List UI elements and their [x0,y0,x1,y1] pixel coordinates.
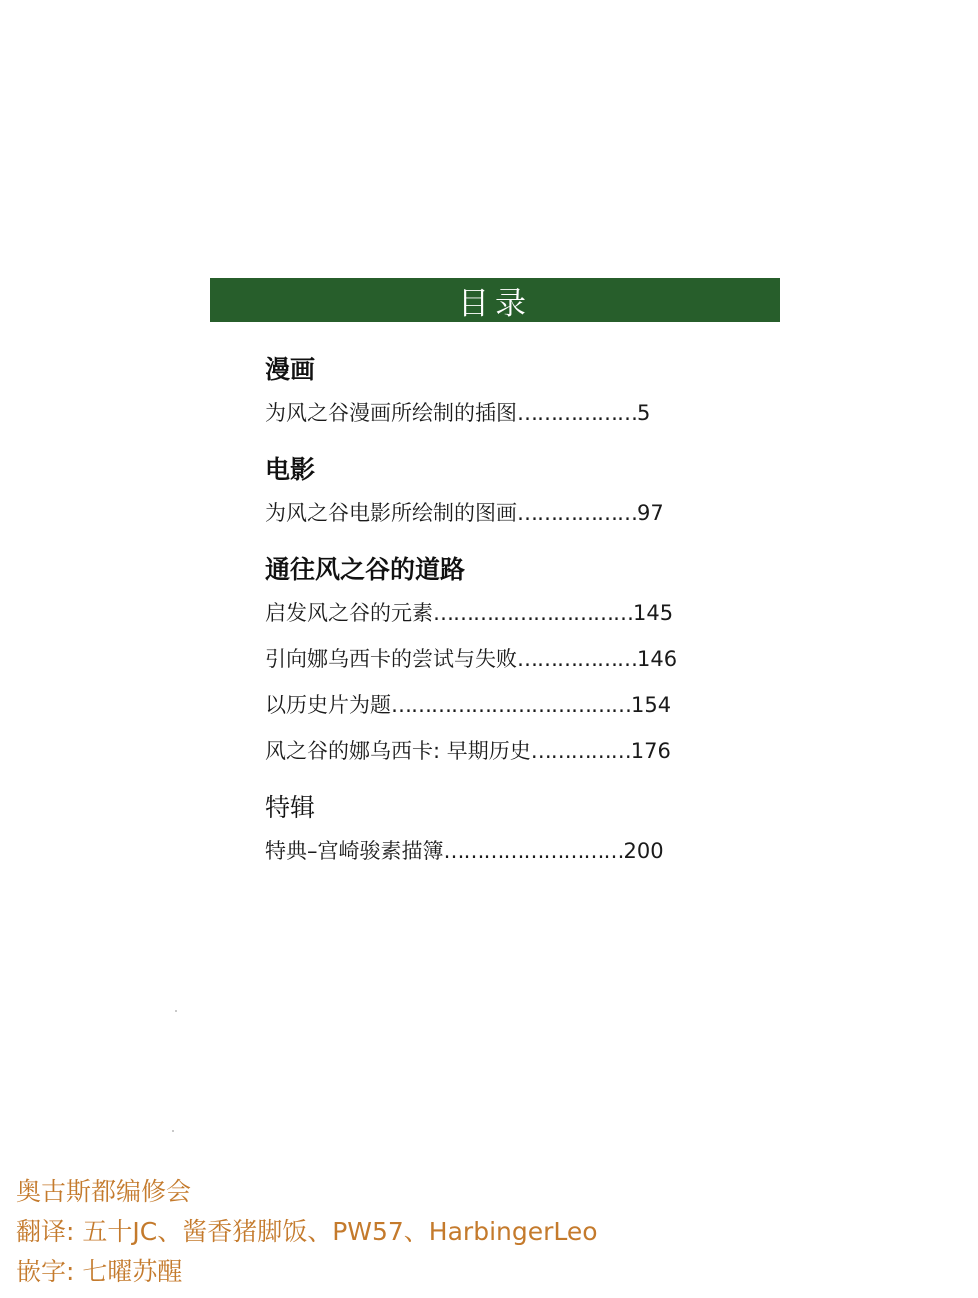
toc-entry[interactable] [265,590,765,636]
entry-page: 146 [637,647,678,671]
entry-page: 97 [637,501,664,525]
credits-typesetting: 嵌字: 七曜苏醒 [16,1257,183,1286]
toc-entry[interactable] [265,828,765,874]
section-title: 漫画 [265,355,316,384]
toc-entry[interactable] [265,490,765,536]
toc-title: 目录 [458,285,532,322]
section-road [265,550,765,774]
scanlation-credits [16,1172,598,1292]
dot-leader: ……………… [517,647,637,671]
scan-speck [172,1130,174,1132]
entry-page: 145 [633,601,674,625]
toc-entry[interactable] [265,636,765,682]
entry-label: 以历史片为题 [265,693,391,717]
dot-leader: ……………… [517,401,637,425]
entry-label: 引向娜乌西卡的尝试与失败 [265,647,517,671]
toc-header-banner [210,278,780,322]
toc-entry[interactable] [265,728,765,774]
section-title: 特辑 [265,793,316,822]
scan-speck [175,1010,177,1012]
credits-translation: 翻译: 五十JC、酱香猪脚饭、PW57、HarbingerLeo [16,1217,598,1246]
dot-leader: ……………… [517,501,637,525]
credits-group: 奥古斯都编修会 [16,1177,192,1206]
entry-label: 启发风之谷的元素 [265,601,433,625]
dot-leader: ………………………… [433,601,633,625]
entry-page: 5 [637,401,651,425]
dot-leader: ……………………………… [391,693,631,717]
section-movie [265,450,765,536]
entry-label: 风之谷的娜乌西卡: 早期历史 [265,739,531,763]
entry-label: 为风之谷漫画所绘制的插图 [265,401,517,425]
section-title: 通往风之谷的道路 [265,555,466,584]
section-special [265,788,765,874]
entry-page: 154 [631,693,672,717]
entry-label: 为风之谷电影所绘制的图画 [265,501,517,525]
entry-label: 特典–宫崎骏素描簿 [265,839,444,863]
dot-leader: ……………………… [443,839,624,863]
table-of-contents [265,350,765,874]
dot-leader: …………… [530,739,631,763]
section-title: 电影 [265,455,316,484]
toc-entry[interactable] [265,390,765,436]
entry-page: 176 [630,739,671,763]
entry-page: 200 [623,839,664,863]
section-manga [265,350,765,436]
toc-entry[interactable] [265,682,765,728]
